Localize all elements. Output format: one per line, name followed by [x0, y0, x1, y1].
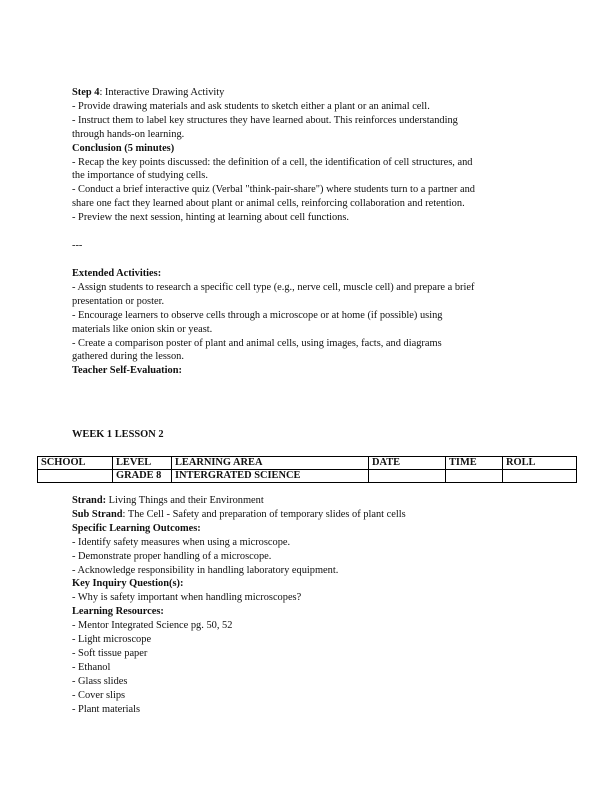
header-date: DATE [369, 457, 446, 470]
strand-line [72, 494, 552, 508]
strand-value: Living Things and their Environment [106, 495, 264, 506]
week-heading: WEEK 1 LESSON 2 [72, 429, 164, 441]
header-school: SCHOOL [38, 457, 113, 470]
step4-line: - Instruct them to label key structures they have learned about. This reinforces understanding [72, 114, 458, 126]
lesson-plan-body [72, 494, 552, 717]
extended-line: materials like onion skin or yeast. [72, 323, 213, 335]
cell-level: GRADE 8 [113, 470, 172, 483]
lesson-info-table [37, 456, 577, 483]
extended-line: presentation or poster. [72, 295, 165, 307]
step4-heading-rest: : Interactive Drawing Activity [99, 87, 225, 98]
outcome-item: - Demonstrate proper handling of a microscope. [72, 550, 272, 562]
resource-item: - Ethanol [72, 661, 111, 673]
table-header-row [38, 457, 577, 470]
cell-school [38, 470, 113, 483]
step4-heading-line [72, 86, 552, 100]
resource-item: - Plant materials [72, 703, 141, 715]
sub-strand-label: Sub Strand [72, 508, 123, 520]
outcome-item: - Identify safety measures when using a microscope. [72, 536, 291, 548]
conclusion-line: the importance of studying cells. [72, 170, 208, 182]
cell-roll [503, 470, 577, 483]
document-body [72, 86, 552, 442]
extended-heading: Extended Activities: [72, 267, 162, 279]
extended-line: - Encourage learners to observe cells through a microscope or at home (if possible) using [72, 309, 443, 321]
conclusion-line: - Preview the next session, hinting at learning about cell functions. [72, 212, 350, 224]
table-row [38, 470, 577, 483]
resources-heading: Learning Resources: [72, 606, 164, 618]
header-roll: ROLL [503, 457, 577, 470]
resource-item: - Mentor Integrated Science pg. 50, 52 [72, 620, 233, 632]
conclusion-line: share one fact they learned about plant or animal cells, reinforcing collaboration and retention. [72, 198, 465, 210]
cell-date [369, 470, 446, 483]
extended-line: - Assign students to research a specific cell type (e.g., nerve cell, muscle cell) and prepare a brief [72, 281, 475, 293]
resource-item: - Soft tissue paper [72, 647, 148, 659]
outcomes-heading: Specific Learning Outcomes: [72, 522, 201, 534]
inquiry-heading: Key Inquiry Question(s): [72, 578, 184, 590]
step4-line: through hands-on learning. [72, 128, 185, 140]
inquiry-item: - Why is safety important when handling microscopes? [72, 592, 302, 604]
conclusion-heading: Conclusion (5 minutes) [72, 142, 175, 154]
strand-label: Strand: [72, 495, 107, 506]
separator: --- [72, 240, 83, 252]
extended-line: - Create a comparison poster of plant and animal cells, using images, facts, and diagrams [72, 337, 442, 349]
sub-strand-line [72, 508, 552, 522]
header-level: LEVEL [113, 457, 172, 470]
extended-line: gathered during the lesson. [72, 351, 184, 363]
conclusion-line: - Conduct a brief interactive quiz (Verbal "think-pair-share") where students turn to a partner and [72, 184, 475, 196]
self-evaluation-heading: Teacher Self-Evaluation: [72, 365, 182, 377]
resource-item: - Light microscope [72, 634, 152, 646]
resource-item: - Cover slips [72, 689, 126, 701]
outcome-item: - Acknowledge responsibility in handling laboratory equipment. [72, 564, 339, 576]
cell-time [446, 470, 503, 483]
cell-learning-area: INTERGRATED SCIENCE [172, 470, 369, 483]
conclusion-line: - Recap the key points discussed: the definition of a cell, the identification of cell structures, and [72, 156, 473, 168]
resource-item: - Glass slides [72, 675, 128, 687]
header-time: TIME [446, 457, 503, 470]
sub-strand-value: : The Cell - Safety and preparation of temporary slides of plant cells [122, 508, 406, 520]
step4-heading: Step 4 [72, 87, 100, 98]
header-learning-area: LEARNING AREA [172, 457, 369, 470]
step4-line: - Provide drawing materials and ask students to sketch either a plant or an animal cell. [72, 100, 430, 112]
